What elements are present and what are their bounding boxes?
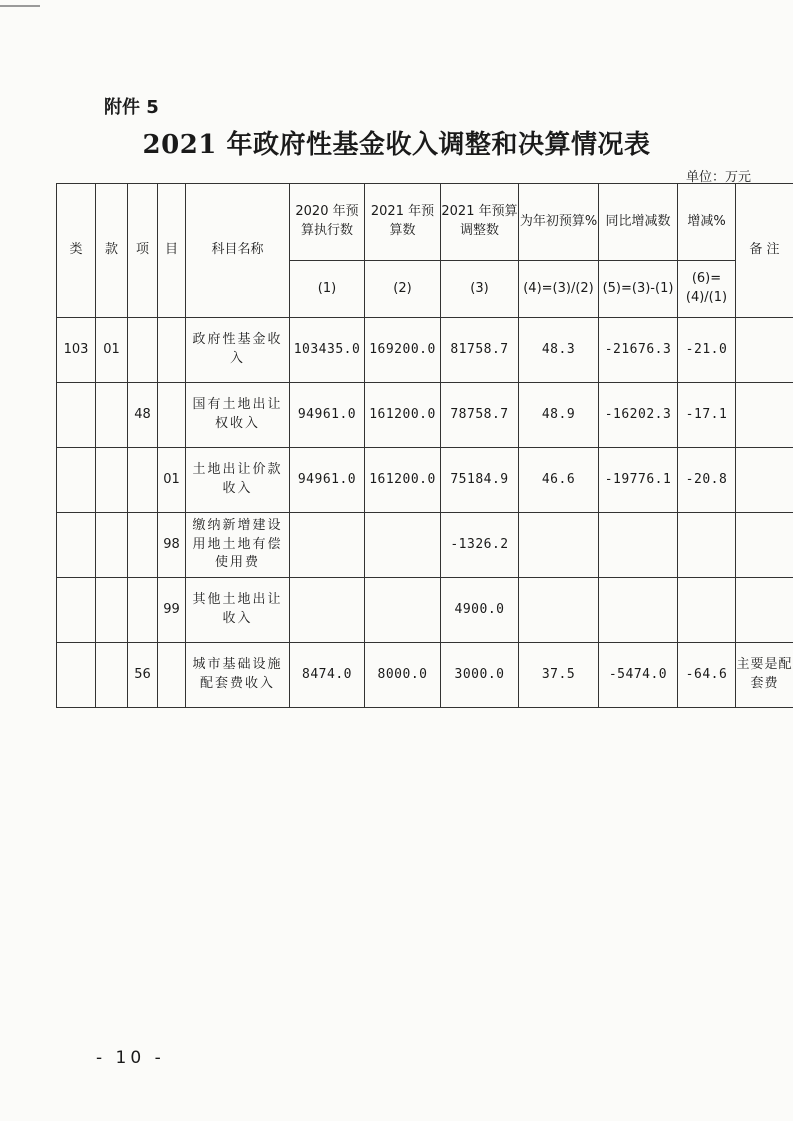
cell-c1: 103435.0 [290,318,365,383]
cell-name: 国有土地出让权收入 [186,383,290,448]
cell-c5: -5474.0 [599,643,678,708]
cell-kuan: 01 [96,318,128,383]
cell-note [736,513,793,578]
cell-lei [57,383,96,448]
cell-xiang [128,318,158,383]
header-subject-name: 科目名称 [186,184,290,318]
header-change-percent: 增减% [678,184,736,261]
table-row [57,448,793,513]
fund-revenue-table [56,183,793,708]
cell-c5: -21676.3 [599,318,678,383]
page-number: - 10 - [96,1048,165,1068]
cell-c4: 48.3 [519,318,599,383]
cell-xiang: 56 [128,643,158,708]
header-yoy-change: 同比增减数 [599,184,678,261]
cell-c2: 161200.0 [365,383,441,448]
cell-lei [57,513,96,578]
cell-kuan [96,578,128,643]
header-lei: 类 [57,184,96,318]
cell-note [736,318,793,383]
cell-lei [57,578,96,643]
header-2020-actual: 2020 年预算执行数 [290,184,365,261]
cell-c1: 94961.0 [290,383,365,448]
cell-c6: -20.8 [678,448,736,513]
formula-c3: (3) [441,261,519,318]
cell-c5: -16202.3 [599,383,678,448]
cell-c4: 48.9 [519,383,599,448]
header-mu: 目 [158,184,186,318]
cell-c2: 161200.0 [365,448,441,513]
formula-c1: (1) [290,261,365,318]
formula-c6: (6)=(4)/(1) [678,261,736,318]
cell-mu: 99 [158,578,186,643]
header-row [57,184,793,261]
table-row [57,578,793,643]
formula-c4: (4)=(3)/(2) [519,261,599,318]
cell-kuan [96,643,128,708]
scan-artifact-line [0,5,40,7]
table-row [57,643,793,708]
cell-c3: 3000.0 [441,643,519,708]
cell-c2 [365,513,441,578]
cell-c1: 94961.0 [290,448,365,513]
cell-c4: 37.5 [519,643,599,708]
cell-note [736,448,793,513]
cell-kuan [96,448,128,513]
cell-c3: -1326.2 [441,513,519,578]
cell-mu: 01 [158,448,186,513]
header-kuan: 款 [96,184,128,318]
header-xiang: 项 [128,184,158,318]
cell-c1 [290,513,365,578]
cell-c5: -19776.1 [599,448,678,513]
cell-c6: -17.1 [678,383,736,448]
cell-c4: 46.6 [519,448,599,513]
cell-c3: 78758.7 [441,383,519,448]
table-row [57,318,793,383]
cell-c3: 75184.9 [441,448,519,513]
cell-name: 政府性基金收入 [186,318,290,383]
cell-name: 城市基础设施配套费收入 [186,643,290,708]
cell-c6 [678,513,736,578]
cell-c3: 4900.0 [441,578,519,643]
formula-c5: (5)=(3)-(1) [599,261,678,318]
formula-c2: (2) [365,261,441,318]
cell-c6 [678,578,736,643]
unit-label: 单位：万元 [685,170,751,185]
cell-xiang [128,448,158,513]
header-2021-budget: 2021 年预算数 [365,184,441,261]
cell-c2 [365,578,441,643]
header-2021-adjusted: 2021 年预算调整数 [441,184,519,261]
cell-c4 [519,513,599,578]
header-percent-of-budget: 为年初预算% [519,184,599,261]
cell-lei: 103 [57,318,96,383]
cell-note [736,578,793,643]
cell-xiang [128,578,158,643]
cell-c3: 81758.7 [441,318,519,383]
cell-mu [158,318,186,383]
cell-c1: 8474.0 [290,643,365,708]
cell-lei [57,448,96,513]
cell-mu [158,643,186,708]
cell-kuan [96,383,128,448]
page-title: 2021 年政府性基金收入调整和决算情况表 [142,130,651,160]
table-row [57,383,793,448]
cell-xiang: 48 [128,383,158,448]
cell-name: 其他土地出让收入 [186,578,290,643]
cell-kuan [96,513,128,578]
attachment-label: 附件 5 [104,97,159,118]
cell-c2: 8000.0 [365,643,441,708]
header-note: 备 注 [736,184,793,318]
cell-c6: -64.6 [678,643,736,708]
cell-c6: -21.0 [678,318,736,383]
cell-name: 缴纳新增建设用地土地有偿使用费 [186,513,290,578]
cell-mu [158,383,186,448]
cell-name: 土地出让价款收入 [186,448,290,513]
cell-c1 [290,578,365,643]
cell-lei [57,643,96,708]
cell-c4 [519,578,599,643]
cell-note: 主要是配套费 [736,643,793,708]
cell-note [736,383,793,448]
cell-c2: 169200.0 [365,318,441,383]
cell-mu: 98 [158,513,186,578]
cell-xiang [128,513,158,578]
cell-c5 [599,578,678,643]
cell-c5 [599,513,678,578]
table-row [57,513,793,578]
